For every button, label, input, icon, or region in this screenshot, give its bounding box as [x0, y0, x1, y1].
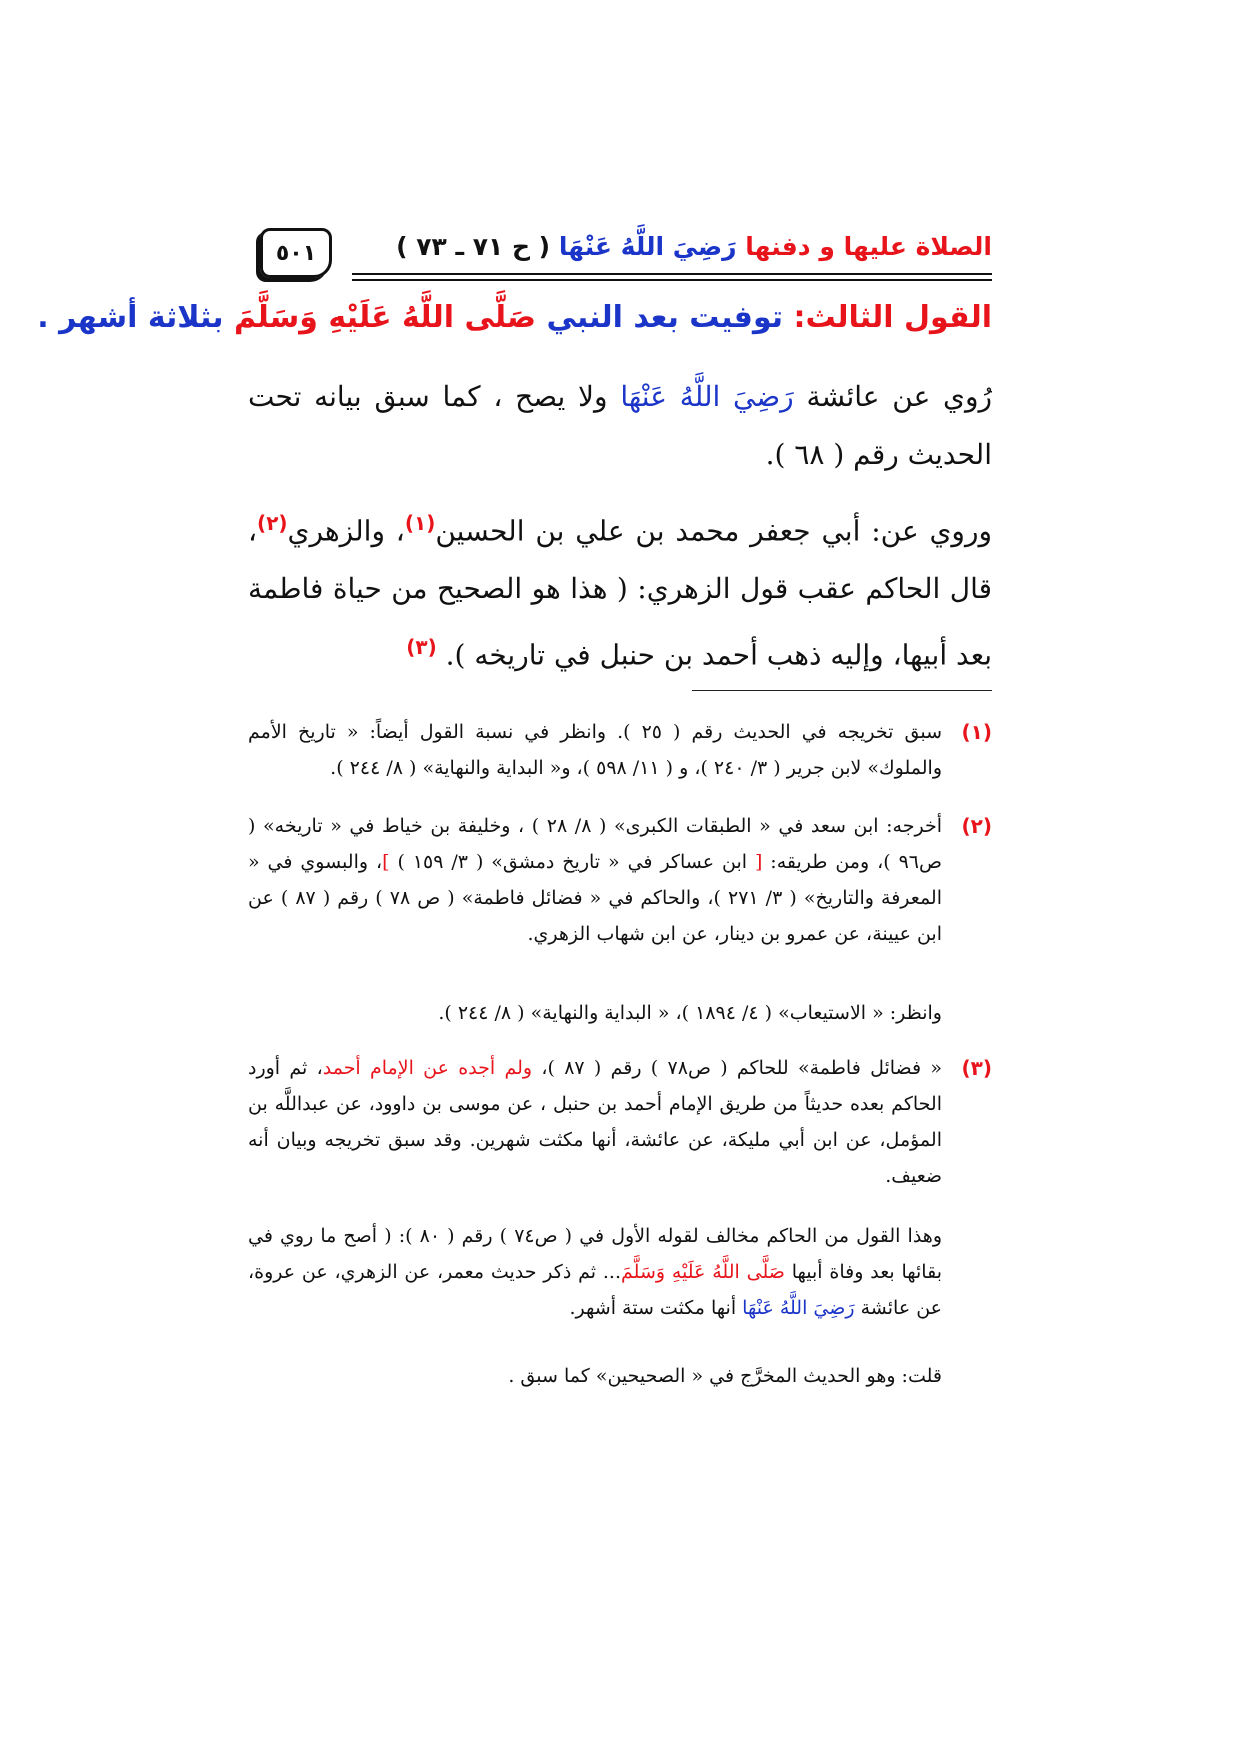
running-title — [396, 232, 992, 261]
running-title-ref: ( ح ٧١ ـ ٧٣ ) — [396, 232, 551, 261]
header-rule-double — [352, 279, 992, 281]
footnote-text: سبق تخريجه في الحديث رقم ( ٢٥ ). وانظر في نسبة القول أيضاً: « تاريخ الأمم والملوك» لابن جرير ( ٣/ ٢٤٠ )، و ( ١١/ ٥٩٨ )، و« البداية والنهاية» ( ٨/ ٢٤٤ ). — [248, 721, 942, 779]
page-header — [260, 228, 992, 288]
footnote-emphasis: الإمام أحمد — [322, 1057, 414, 1079]
heading-honorific: صَلَّى اللَّهُ عَلَيْهِ وَسَلَّمَ — [234, 300, 537, 335]
footnote-text: « فضائل فاطمة» للحاكم ( ص٧٨ ) رقم ( ٨٧ )، — [532, 1057, 943, 1079]
footnote-3-continued — [248, 1218, 942, 1326]
footnote-3 — [248, 1050, 992, 1194]
footnote-3-conclusion: قلت: وهو الحديث المخرَّج في « الصحيحين» كما سبق . — [508, 1365, 942, 1387]
para1-honorific: رَضِيَ اللَّهُ عَنْهَا — [620, 380, 794, 413]
heading-label: القول الثالث: — [793, 300, 992, 335]
footnote-number: (٣) — [961, 1056, 992, 1080]
page-number-box — [260, 228, 332, 278]
honorific: رَضِيَ اللَّهُ عَنْهَا — [742, 1297, 855, 1319]
running-title-honorific: رَضِيَ اللَّهُ عَنْهَا — [558, 232, 737, 261]
footnote-emphasis: ولم أجده — [458, 1057, 533, 1079]
header-rule — [352, 273, 992, 275]
heading-text2: بثلاثة أشهر . — [37, 300, 224, 335]
footnote-emphasis: عن — [413, 1057, 459, 1079]
footnote-1 — [248, 714, 992, 786]
footnote-text: وهذا القول من الحاكم مخالف لقوله الأول في ( ص٧٤ ) رقم ( ٨٠ ): ( أصح ما روي في بقائها بعد وفاة أبيها — [248, 1225, 942, 1283]
heading-text1: توفيت بعد النبي — [546, 300, 784, 335]
footnote-2-see-also: وانظر: « الاستيعاب» ( ٤/ ١٨٩٤ )، « البداية والنهاية» ( ٨/ ٢٤٤ ). — [438, 1002, 942, 1024]
page-number: ٥٠١ — [275, 240, 317, 266]
para1-text1: رُوي عن عائشة — [806, 380, 993, 413]
honorific: صَلَّى اللَّهُ عَلَيْهِ وَسَلَّمَ — [621, 1261, 785, 1283]
para1-text2: ولا يصح ، كما سبق بيانه تحت الحديث رقم ( ٦٨ ). — [248, 380, 992, 471]
para2-text1: وروي عن: أبي جعفر محمد بن علي بن الحسين — [435, 514, 992, 548]
footnote-text: ابن عساكر في « تاريخ دمشق» ( ٣/ ١٥٩ ) — [389, 851, 755, 873]
footnote-text: أخرجه: ابن سعد في « الطبقات الكبرى» ( ٨/ ٢٨ ) ، وخليفة بن خياط في « تاريخه» ( ص٩٦ )، ومن طريقه: — [248, 815, 942, 873]
para2-text2: ، والزهري — [287, 514, 405, 548]
footnote-2 — [248, 808, 992, 952]
running-title-part1: الصلاة عليها — [843, 232, 992, 261]
running-title-part3: دفنها — [745, 232, 811, 261]
footnote-text: ، والبسوي في « المعرفة والتاريخ» ( ٣/ ٢٧١ )، والحاكم في « فضائل فاطمة» ( ص ٧٨ ) رقم ( ٨٧ ) عن ابن عيينة، عن عمرو بن دينار، عن ابن شهاب الزهري. — [248, 851, 942, 945]
footnote-text: ، ثم أورد الحاكم بعده حديثاً من طريق الإمام أحمد بن حنبل ، عن موسى بن داوود، عن عبداللَّه بن المؤمل، عن ابن أبي مليكة، عن عائشة، أنها مكثت شهرين. وقد سبق تخريجه وبيان أنه ضعيف. — [248, 1057, 942, 1187]
footnote-text: ... ثم ذكر حديث معمر، عن الزهري، عن عروة، عن عائشة — [248, 1261, 942, 1319]
footnote-ref-3[interactable]: (٣) — [406, 635, 437, 660]
footnote-text: أنها مكثت ستة أشهر. — [569, 1297, 743, 1319]
bracket-close: ] — [382, 851, 390, 873]
paragraph-2 — [248, 494, 992, 685]
running-title-part2: و — [819, 232, 835, 261]
footnote-number: (٢) — [961, 814, 992, 838]
paragraph-1 — [248, 368, 992, 484]
bracket-open: [ — [754, 851, 763, 873]
footnote-ref-1[interactable]: (١) — [404, 511, 436, 535]
section-heading — [37, 300, 992, 335]
para2-text3: ، قال الحاكم عقب قول الزهري: ( هذا هو الصحيح من حياة فاطمة بعد أبيها، وإليه ذهب أحمد بن حنبل في تاريخه ). — [248, 514, 992, 672]
footnote-number: (١) — [961, 720, 992, 744]
footnote-ref-2[interactable]: (٢) — [257, 511, 288, 535]
footnote-separator — [692, 690, 992, 691]
